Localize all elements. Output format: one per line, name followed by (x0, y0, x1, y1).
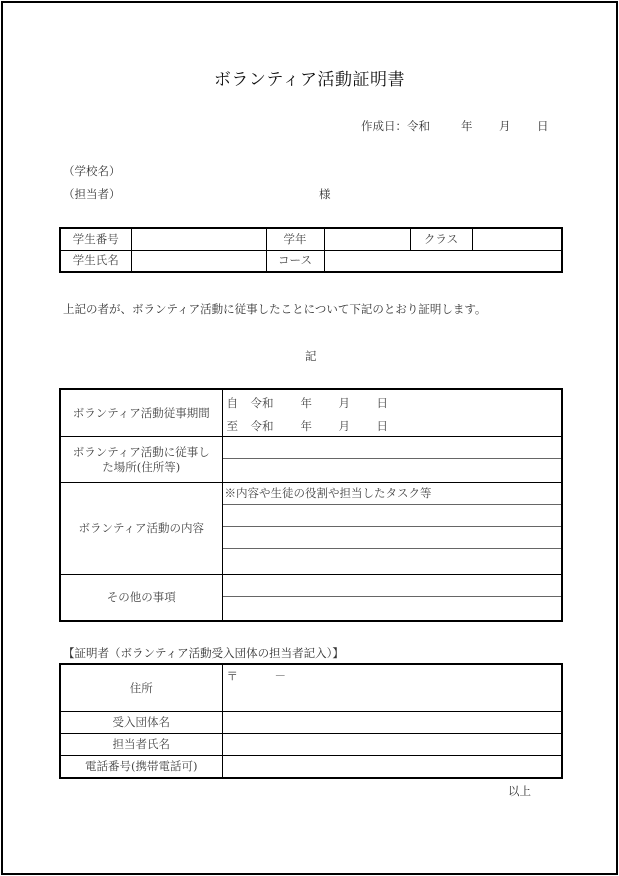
student-number-field[interactable] (131, 228, 266, 250)
other-line[interactable] (223, 575, 562, 597)
activity-table (59, 388, 563, 622)
student-name-field[interactable] (131, 250, 266, 272)
person-name-label: 担当者氏名 (60, 734, 222, 756)
content-line[interactable] (223, 505, 562, 527)
content-note: ※内容や生徒の役割や担当したタスク等 (223, 483, 562, 505)
course-label: コース (266, 250, 324, 272)
created-month-label: 月 (499, 119, 511, 133)
ki-heading: 記 (305, 349, 317, 363)
student-name-label: 学生氏名 (60, 250, 131, 272)
period-from-year: 年 (300, 396, 312, 410)
period-from-era: 令和 (250, 396, 274, 410)
grade-label: 学年 (266, 228, 324, 250)
period-to-label: 至 (226, 419, 238, 433)
period-to-year: 年 (300, 419, 312, 433)
content-line[interactable] (223, 527, 562, 549)
other-line[interactable] (223, 597, 562, 619)
postal-mark: 〒 (226, 669, 238, 683)
content-line[interactable] (223, 549, 562, 571)
document-title: ボランティア活動証明書 (213, 70, 406, 90)
organization-name-label: 受入団体名 (60, 712, 222, 734)
period-from-month: 月 (338, 396, 350, 410)
address-label: 住所 (60, 664, 222, 712)
period-from-label: 自 (226, 396, 238, 410)
other-items-field[interactable] (222, 575, 562, 621)
created-date-label: 作成日：令和 (361, 119, 430, 133)
period-to-era: 令和 (250, 419, 274, 433)
address-field[interactable] (222, 664, 562, 712)
document-page (1, 1, 618, 875)
class-field[interactable] (472, 228, 562, 250)
activity-place-field[interactable] (222, 437, 562, 483)
postal-dash: － (274, 669, 286, 683)
person-in-charge-label: （担当者） (63, 187, 121, 201)
student-info-table (59, 227, 563, 273)
honorific-sama: 様 (319, 187, 331, 201)
activity-place-label: ボランティア活動に従事した場所(住所等) (60, 437, 222, 483)
person-name-field[interactable] (222, 734, 562, 756)
created-year-label: 年 (461, 119, 473, 133)
period-to-day: 日 (376, 419, 388, 433)
student-number-label: 学生番号 (60, 228, 131, 250)
grade-field[interactable] (324, 228, 410, 250)
place-line[interactable] (223, 459, 562, 481)
activity-period-label: ボランティア活動従事期間 (60, 389, 222, 437)
phone-field[interactable] (222, 756, 562, 778)
other-items-label: その他の事項 (60, 575, 222, 621)
course-field[interactable] (324, 250, 562, 272)
closing-ijou: 以上 (508, 784, 531, 798)
certification-statement: 上記の者が、ボランティア活動に従事したことについて下記のとおり証明します。 (63, 302, 487, 316)
activity-content-label: ボランティア活動の内容 (60, 483, 222, 575)
school-name-label: （学校名） (63, 164, 121, 178)
class-label: クラス (410, 228, 472, 250)
phone-label: 電話番号(携帯電話可) (60, 756, 222, 778)
place-line[interactable] (223, 437, 562, 459)
period-from-day: 日 (376, 396, 388, 410)
organization-name-field[interactable] (222, 712, 562, 734)
activity-content-field[interactable] (222, 483, 562, 575)
certifier-table (59, 663, 563, 779)
certifier-heading: 【証明者（ボランティア活動受入団体の担当者記入）】 (63, 646, 344, 660)
period-to-month: 月 (338, 419, 350, 433)
activity-period-field[interactable] (222, 389, 562, 437)
created-day-label: 日 (537, 119, 549, 133)
